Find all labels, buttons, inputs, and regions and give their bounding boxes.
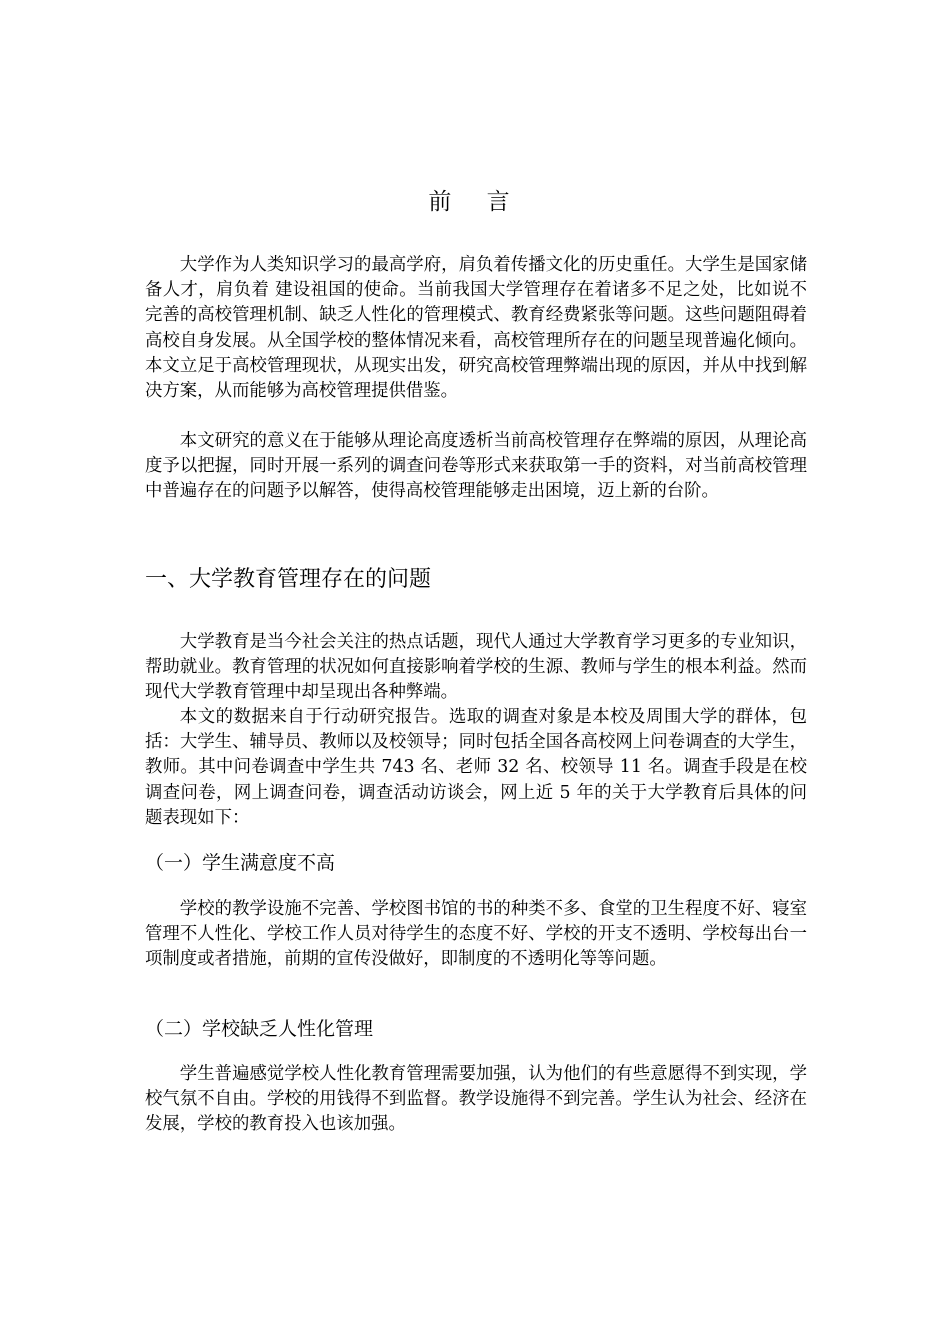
- section1-paragraph-2: 本文的数据来自于行动研究报告。选取的调查对象是本校及周围大学的群体，包括：大学生、辅导员、教师以及校领导；同时包括全国各高校网上问卷调查的大学生，教师。其中问卷调查中学生共 743 名、老师 32 名、校领导 11 名。调查手段是在校调查问卷，网上调查问卷，调查活动访谈会，网上近 5 年的关于大学教育后具体的问题表现如下：: [145, 707, 807, 828]
- subsection1-paragraph: 学校的教学设施不完善、学校图书馆的书的种类不多、食堂的卫生程度不好、寝室管理不人性化、学校工作人员对待学生的态度不好、学校的开支不透明、学校每出台一项制度或者措施，前期的宣传没做好，即制度的不透明化等等问题。: [145, 899, 807, 970]
- subsection2-paragraph: 学生普遍感觉学校人性化教育管理需要加强，认为他们的有些意愿得不到实现，学校气氛不自由。学校的用钱得不到监督。教学设施得不到完善。学生认为社会、经济在发展，学校的教育投入也该加强。: [145, 1064, 807, 1135]
- preface-paragraph-2: 本文研究的意义在于能够从理论高度透析当前高校管理存在弊端的原因，从理论高度予以把握，同时开展一系列的调查问卷等形式来获取第一手的资料，对当前高校管理中普遍存在的问题予以解答，使得高校管理能够走出困境，迈上新的台阶。: [145, 431, 807, 502]
- preface-paragraph-1: 大学作为人类知识学习的最高学府，肩负着传播文化的历史重任。大学生是国家储备人才，肩负着 建设祖国的使命。当前我国大学管理存在着诸多不足之处，比如说不完善的高校管理机制、缺乏人性化的管理模式、教育经费紧张等问题。这些问题阻碍着高校自身发展。从全国学校的整体情况来看，高校管理所存在的问题呈现普遍化倾向。本文立足于高校管理现状，从现实出发，研究高校管理弊端出现的原因，并从中找到解决方案，从而能够为高校管理提供借鉴。: [145, 255, 807, 402]
- subsection-heading-2: （二）学校缺乏人性化管理: [145, 1018, 374, 1040]
- preface-title: 前 言: [428, 189, 524, 215]
- section1-paragraph-1: 大学教育是当今社会关注的热点话题，现代人通过大学教育学习更多的专业知识，帮助就业。教育管理的状况如何直接影响着学校的生源、教师与学生的根本利益。然而现代大学教育管理中却呈现出各种弊端。: [145, 632, 807, 703]
- section-heading-1: 一、大学教育管理存在的问题: [145, 567, 432, 592]
- subsection-heading-1: （一）学生满意度不高: [145, 852, 336, 874]
